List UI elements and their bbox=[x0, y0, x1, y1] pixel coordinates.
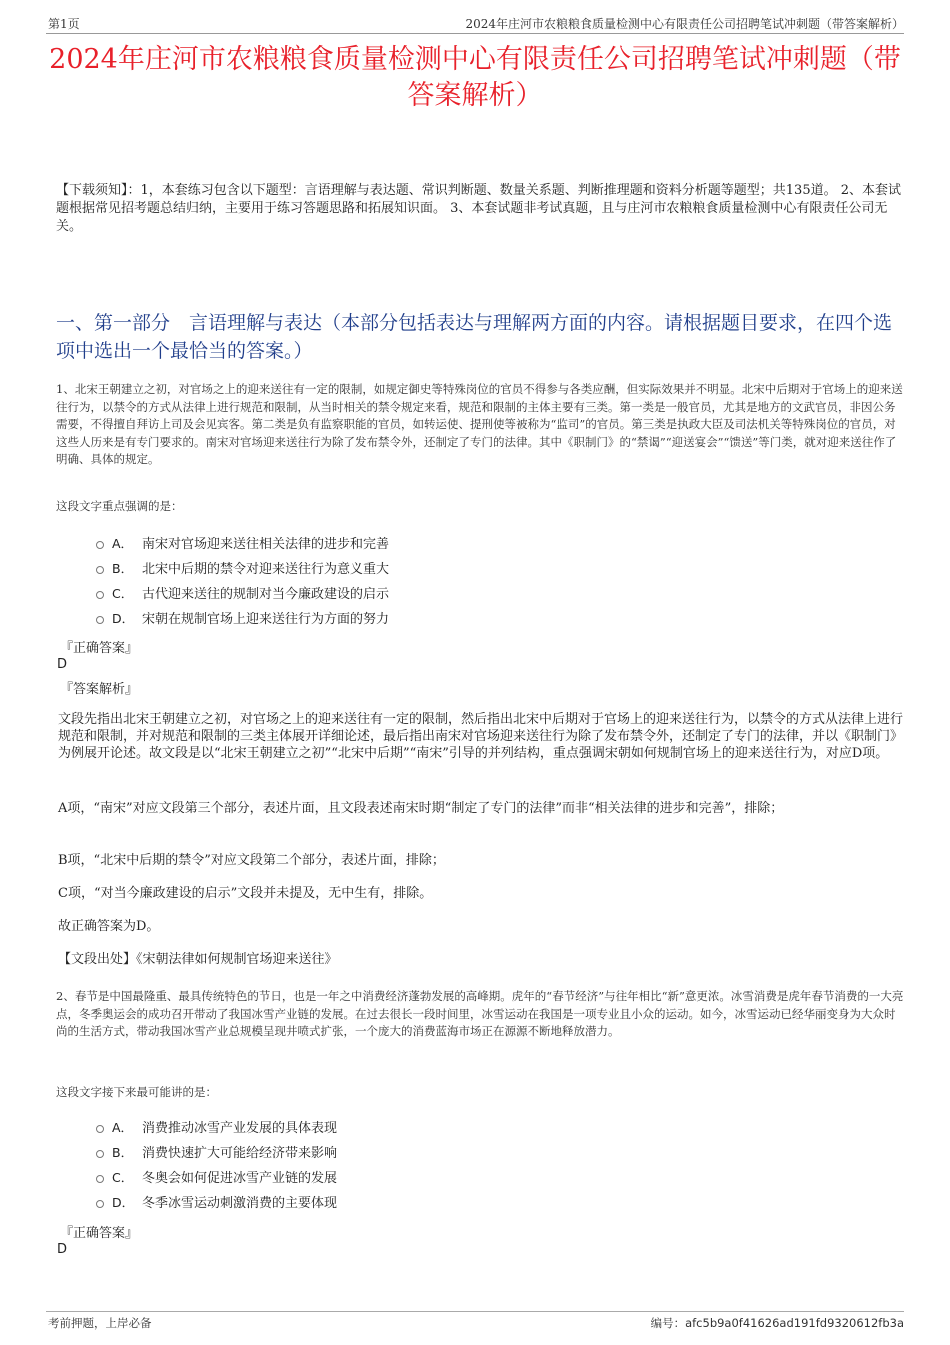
question-1-prompt: 这段文字重点强调的是： bbox=[56, 499, 183, 513]
option-text: 冬季冰雪运动刺激消费的主要体现 bbox=[142, 1196, 338, 1211]
question-1-analysis-main: 文段先指出北宋王朝建立之初，对官场之上的迎来送往有一定的限制，然后指出北宋中后期对于官场上的迎来送往行为，以禁令的方式从法律上进行规范和限制，并对规范和限制的三类主体展开详细论述，最后指出南宋对官场迎来送往行为除了发布禁令外，还制定了专门的法律，并以《职制门》为例展开论述。故文段是以“北宋王朝建立之初”“北宋中后期”“南宋”引导的并列结构，重点强调宋朝如何规制官场上的迎来送往行为，对应D项。 bbox=[58, 712, 904, 761]
question-1-analysis-label: 『答案解析』 bbox=[60, 682, 139, 697]
question-1-option-d[interactable] bbox=[96, 608, 389, 627]
question-1-answer: D bbox=[57, 657, 68, 672]
download-notice: 【下载须知】：1，本套练习包含以下题型：言语理解与表达题、常识判断题、数量关系题、判断推理题和资料分析题等题型；共135道。 2、本套试题根据常见招考题总结归纳，主要用于练习答题思路和拓展知识面。 3、本套试题非考试真题，且与庄河市农粮粮食质量检测中心有限责任公司无关。 bbox=[56, 183, 901, 234]
section-title: 一、第一部分 言语理解与表达（本部分包括表达与理解两方面的内容。请根据题目要求，在四个选项中选出一个最恰当的答案。） bbox=[56, 312, 893, 362]
question-1-source: 【文段出处】《宋朝法律如何规制官场迎来送往》 bbox=[58, 952, 338, 967]
option-text: 消费推动冰雪产业发展的具体表现 bbox=[142, 1121, 338, 1136]
question-2-stem: 2、春节是中国最隆重、最具传统特色的节日，也是一年之中消费经济蓬勃发展的高峰期。虎年的“春节经济”与往年相比“新”意更浓。冰雪消费是虎年春节消费的一大亮点，冬季奥运会的成功召开带动了我国冰雪产业链的发展。在过去很长一段时间里，冰雪运动在我国是一项专业且小众的运动。如今，冰雪运动已经华丽变身为大众时尚的生活方式，带动我国冰雪产业总规模呈现井喷式扩张，一个庞大的消费蓝海市场正在源源不断地释放潜力。 bbox=[56, 989, 904, 1038]
radio-icon[interactable] bbox=[96, 1175, 104, 1183]
header-divider bbox=[46, 33, 904, 34]
question-1-analysis-b: B项，“北宋中后期的禁令”对应文段第二个部分，表述片面，排除； bbox=[58, 853, 445, 868]
option-text: 消费快速扩大可能给经济带来影响 bbox=[142, 1146, 338, 1161]
option-text: 南宋对官场迎来送往相关法律的进步和完善 bbox=[142, 537, 390, 552]
footer-slogan: 考前押题，上岸必备 bbox=[48, 1316, 152, 1330]
question-2-answer: D bbox=[57, 1242, 68, 1257]
question-1-analysis-a: A项，“南宋”对应文段第三个部分，表述片面，且文段表述南宋时期“制定了专门的法律”而非“相关法律的进步和完善”，排除； bbox=[58, 801, 784, 816]
option-letter: B． bbox=[112, 560, 134, 576]
radio-icon[interactable] bbox=[96, 1125, 104, 1133]
option-text: 宋朝在规制官场上迎来送往行为方面的努力 bbox=[142, 612, 390, 627]
question-1-analysis-c: C项，“对当今廉政建设的启示”文段并未提及，无中生有，排除。 bbox=[58, 886, 433, 901]
question-2-prompt: 这段文字接下来最可能讲的是： bbox=[56, 1085, 217, 1099]
radio-icon[interactable] bbox=[96, 616, 104, 624]
page-number: 第1页 bbox=[48, 17, 80, 31]
option-text: 北宋中后期的禁令对迎来送往行为意义重大 bbox=[142, 562, 390, 577]
option-letter: D． bbox=[112, 1194, 135, 1210]
question-2-option-b[interactable] bbox=[96, 1142, 337, 1161]
question-1-analysis-conclusion: 故正确答案为D。 bbox=[58, 919, 160, 934]
option-letter: C． bbox=[112, 1169, 134, 1185]
radio-icon[interactable] bbox=[96, 566, 104, 574]
question-2-option-d[interactable] bbox=[96, 1192, 337, 1211]
radio-icon[interactable] bbox=[96, 1200, 104, 1208]
document-title: 2024年庄河市农粮粮食质量检测中心有限责任公司招聘笔试冲刺题（带答案解析） bbox=[49, 44, 901, 111]
option-letter: C． bbox=[112, 585, 134, 601]
radio-icon[interactable] bbox=[96, 591, 104, 599]
question-1-answer-label: 『正确答案』 bbox=[60, 641, 139, 656]
question-1-option-a[interactable] bbox=[96, 533, 389, 552]
question-1-option-c[interactable] bbox=[96, 583, 389, 602]
footer-divider bbox=[46, 1311, 904, 1312]
radio-icon[interactable] bbox=[96, 541, 104, 549]
option-letter: A． bbox=[112, 1119, 134, 1135]
question-1-stem: 1、北宋王朝建立之初，对官场之上的迎来送往有一定的限制，如规定御史等特殊岗位的官员不得参与各类应酬，但实际效果并不明显。北宋中后期对于官场上的迎来送往行为，以禁令的方式从法律上进行规范和限制，从当时相关的禁令规定来看，规范和限制的主体主要有三类。第一类是一般官员，尤其是地方的文武官员，非因公务需要，不得擅自拜访上司及会见宾客。第二类是负有监察职能的官员，如转运使、提刑使等被称为“监司”的官员。第三类是执政大臣及司法机关等特殊岗位的官员，对这些人历来是有专门要求的。南宋对官场迎来送往行为除了发布禁令外，还制定了专门的法律。其中《职制门》的“禁谒”“迎送宴会”“馈送”等门类，就对迎来送往作了明确、具体的规定。 bbox=[56, 382, 903, 466]
question-2-option-c[interactable] bbox=[96, 1167, 337, 1186]
question-2-option-a[interactable] bbox=[96, 1117, 337, 1136]
option-letter: A． bbox=[112, 535, 134, 551]
option-letter: D． bbox=[112, 610, 135, 626]
header-doc-title: 2024年庄河市农粮粮食质量检测中心有限责任公司招聘笔试冲刺题（带答案解析） bbox=[465, 17, 904, 31]
question-1-option-b[interactable] bbox=[96, 558, 389, 577]
footer-code bbox=[651, 1315, 904, 1331]
question-2-answer-label: 『正确答案』 bbox=[60, 1226, 139, 1241]
option-text: 古代迎来送往的规制对当今廉政建设的启示 bbox=[142, 587, 390, 602]
footer-code-value: afc5b9a0f41626ad191fd9320612fb3a bbox=[685, 1316, 904, 1330]
option-letter: B． bbox=[112, 1144, 134, 1160]
option-text: 冬奥会如何促进冰雪产业链的发展 bbox=[142, 1171, 338, 1186]
footer-code-label: 编号： bbox=[650, 1316, 686, 1330]
radio-icon[interactable] bbox=[96, 1150, 104, 1158]
